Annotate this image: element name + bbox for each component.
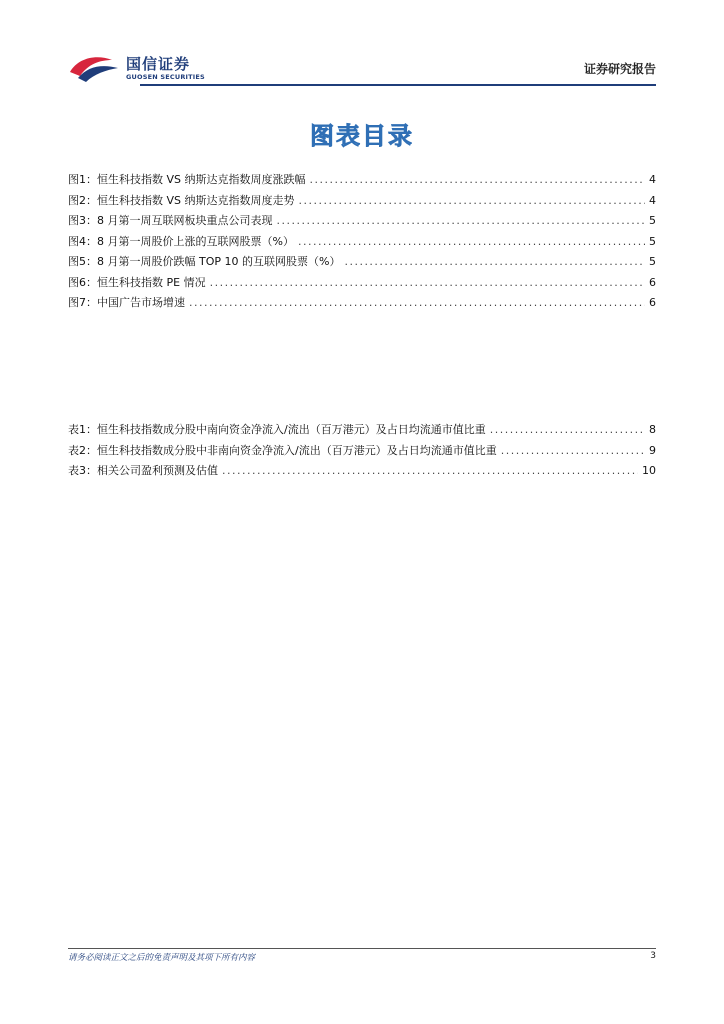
- leader-dots: [277, 214, 646, 227]
- entry-page-number: 9: [649, 443, 656, 457]
- logo-chinese-name: 国信证券: [126, 55, 191, 73]
- entry-title: 恒生科技指数成分股中南向资金净流入/流出（百万港元）及占日均流通市值比重: [97, 423, 486, 436]
- entry-prefix: 图3：: [68, 214, 97, 227]
- entry-title: 8 月第一周股价上涨的互联网股票（%）: [97, 234, 294, 248]
- entry-title: 恒生科技指数 PE 情况: [97, 275, 206, 289]
- entry-title: 恒生科技指数成分股中非南向资金净流入/流出（百万港元）及占日均流通市值比重: [97, 443, 497, 457]
- guosen-logo: [68, 52, 208, 84]
- entry-page-number: 5: [649, 214, 656, 227]
- entry-page-number: 6: [649, 296, 656, 309]
- footer-divider: [68, 948, 656, 949]
- logo-english-name: GUOSEN SECURITIES: [126, 73, 205, 81]
- leader-dots: [298, 235, 645, 248]
- entry-prefix: 图2：: [68, 193, 97, 207]
- header-divider: [140, 84, 656, 86]
- leader-dots: [344, 255, 645, 268]
- entry-page-number: 4: [649, 193, 656, 207]
- entry-page-number: 6: [649, 275, 656, 289]
- entry-prefix: 图1：: [68, 173, 97, 186]
- table-list: [68, 421, 656, 483]
- leader-dots: [189, 296, 645, 309]
- toc-entry-figure[interactable]: [68, 212, 656, 233]
- leader-dots: [501, 444, 645, 457]
- entry-title: 中国广告市场增速: [97, 296, 185, 309]
- toc-entry-table[interactable]: [68, 462, 656, 483]
- page-number: 3: [650, 951, 656, 961]
- page-title: 图表目录: [310, 122, 414, 150]
- entry-prefix: 图6：: [68, 275, 97, 289]
- toc-entry-figure[interactable]: [68, 192, 656, 213]
- entry-title: 8 月第一周互联网板块重点公司表现: [97, 214, 273, 227]
- entry-prefix: 表2：: [68, 443, 97, 457]
- toc-entry-figure[interactable]: [68, 233, 656, 254]
- report-type-label: 证券研究报告: [583, 62, 656, 76]
- entry-page-number: 5: [649, 255, 656, 268]
- leader-dots: [310, 173, 646, 186]
- toc-entry-table[interactable]: [68, 421, 656, 442]
- page-header: [68, 52, 656, 84]
- toc-entry-figure[interactable]: [68, 171, 656, 192]
- entry-prefix: 图5：: [68, 255, 97, 268]
- figure-list: [68, 171, 656, 315]
- entry-page-number: 5: [649, 234, 656, 248]
- leader-dots: [210, 276, 645, 289]
- toc-entry-figure[interactable]: [68, 294, 656, 315]
- toc-entry-table[interactable]: [68, 442, 656, 463]
- entry-title: 8 月第一周股价跌幅 TOP 10 的互联网股票（%）: [97, 255, 341, 268]
- entry-title: 恒生科技指数 VS 纳斯达克指数周度涨跌幅: [97, 173, 306, 186]
- leader-dots: [299, 194, 646, 207]
- leader-dots: [222, 464, 638, 477]
- entry-page-number: 4: [649, 173, 656, 186]
- leader-dots: [490, 423, 645, 436]
- entry-prefix: 图4：: [68, 234, 97, 248]
- toc-entry-figure[interactable]: [68, 253, 656, 274]
- footer-disclaimer: 请务必阅读正文之后的免责声明及其项下所有内容: [68, 953, 256, 963]
- toc-entry-figure[interactable]: [68, 274, 656, 295]
- entry-title: 恒生科技指数 VS 纳斯达克指数周度走势: [97, 193, 295, 207]
- entry-title: 相关公司盈利预测及估值: [97, 464, 218, 477]
- entry-prefix: 表1：: [68, 423, 97, 436]
- entry-page-number: 10: [642, 464, 656, 477]
- entry-prefix: 表3：: [68, 464, 97, 477]
- guosen-logo-icon: [68, 54, 122, 82]
- entry-page-number: 8: [649, 423, 656, 436]
- entry-prefix: 图7：: [68, 296, 97, 309]
